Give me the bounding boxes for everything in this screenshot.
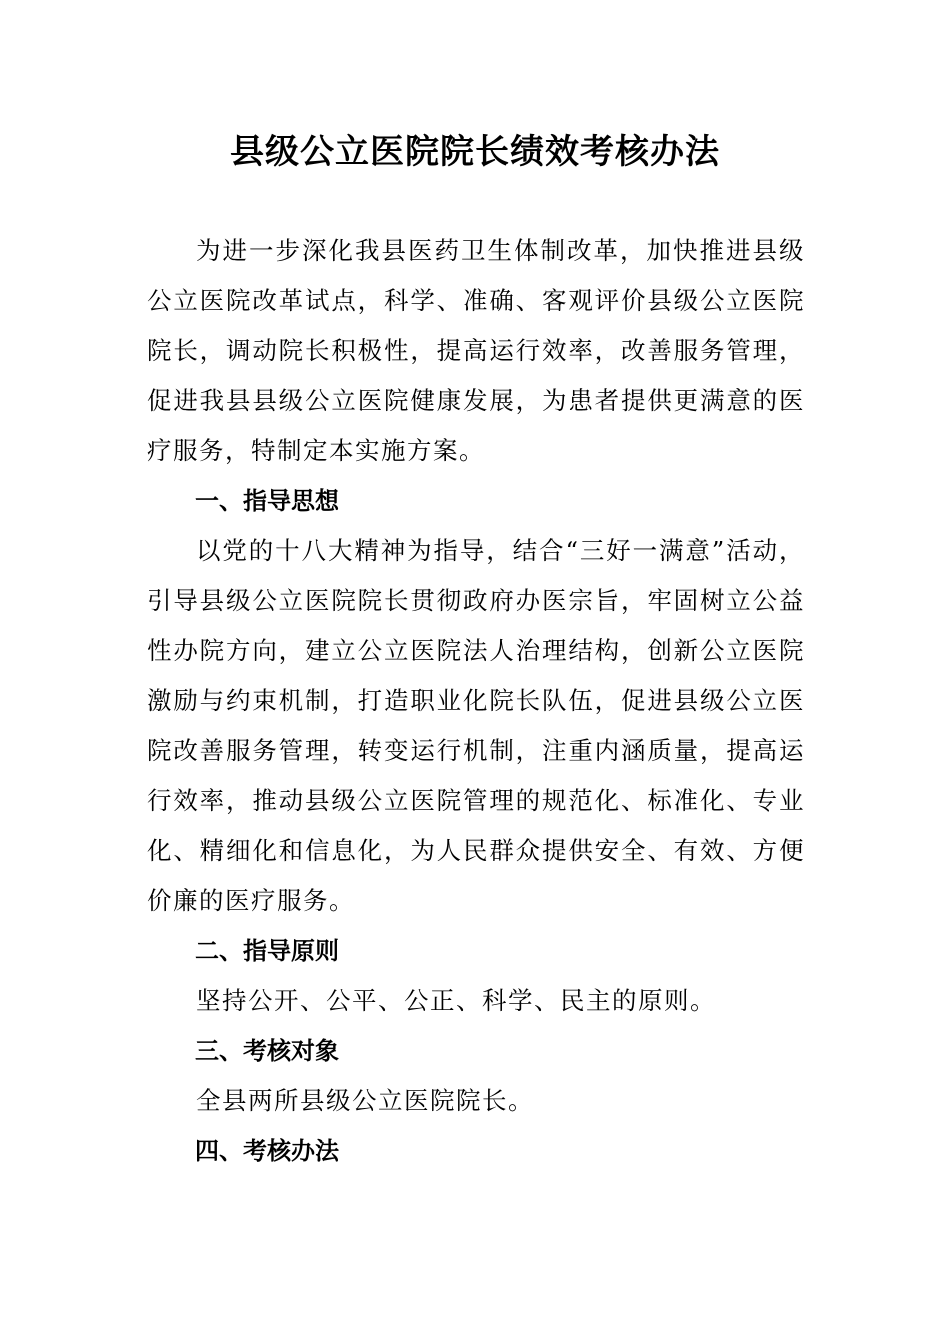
section-heading-assessment-targets: 三、考核对象 (195, 1037, 339, 1065)
section-body-guiding-ideology: 以党的十八大精神为指导，结合“三好一满意”活动，引导县级公立医院院长贯彻政府办医宗旨，牢固树立公益性办院方向，建立公立医院法人治理结构，创新公立医院激励与约束机制，打造职业化院长队伍，促进县级公立医院改善服务管理，转变运行机制，注重内涵质量，提高运行效率，推动县级公立医院管理的规范化、标准化、专业化、精细化和信息化，为人民群众提供安全、有效、方便价廉的医疗服务。 (147, 536, 805, 915)
document-title: 县级公立医院院长绩效考核办法 (230, 132, 720, 172)
section-body-assessment-targets: 全县两所县级公立医院院长。 (196, 1086, 534, 1115)
document-body (147, 226, 805, 1176)
section-heading-guiding-principles: 二、指导原则 (195, 937, 339, 965)
intro-paragraph: 为进一步深化我县医药卫生体制改革，加快推进县级公立医院改革试点，科学、准确、客观评价县级公立医院院长，调动院长积极性，提高运行效率，改善服务管理，促进我县县级公立医院健康发展，为患者提供更满意的医疗服务，特制定本实施方案。 (147, 236, 805, 465)
section-heading-assessment-methods: 四、考核办法 (195, 1137, 339, 1165)
section-heading-guiding-ideology: 一、指导思想 (195, 487, 339, 515)
section-body-guiding-principles: 坚持公开、公平、公正、科学、民主的原则。 (196, 986, 716, 1015)
